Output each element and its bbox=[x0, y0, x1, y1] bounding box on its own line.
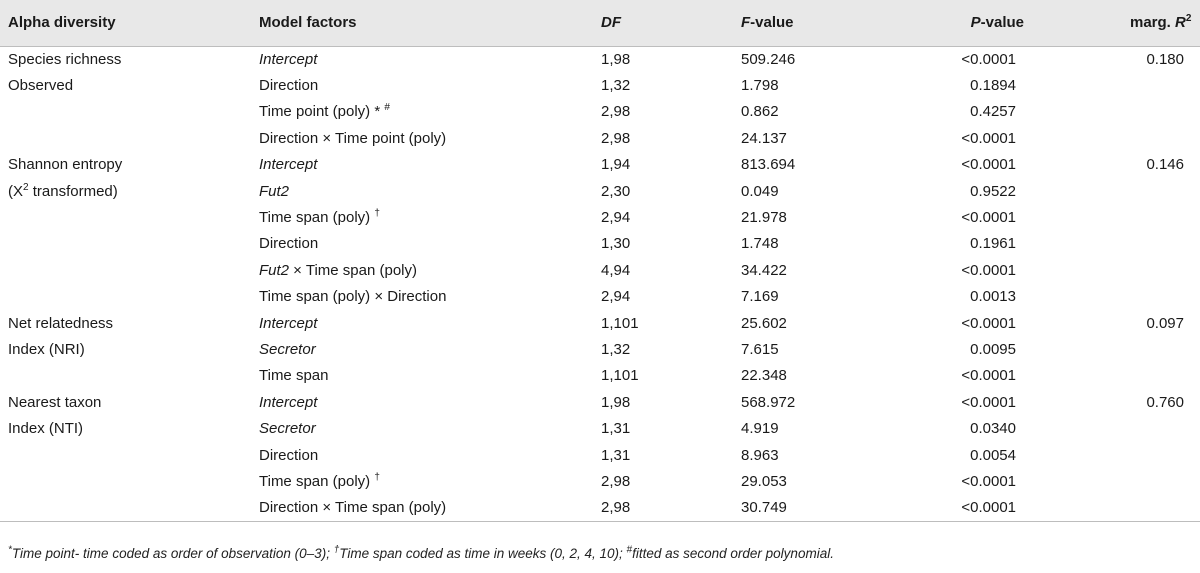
table-row bbox=[0, 72, 1200, 98]
alpha-cell: ($X^2$ transformed) bbox=[8, 181, 118, 200]
footnote-time-point: Time point- time coded as order of observation (0–3); bbox=[11, 546, 334, 561]
p-value-cell: <0.0001 bbox=[961, 261, 1016, 279]
p-value-cell: 0.0054 bbox=[970, 446, 1016, 464]
f-value-cell: 22.348 bbox=[741, 367, 787, 385]
df-cell: 1,32 bbox=[601, 340, 631, 358]
p-value-cell: 0.4257 bbox=[970, 103, 1016, 121]
df-cell: 1,31 bbox=[601, 446, 631, 464]
table-row bbox=[0, 125, 1200, 151]
header-alpha-diversity: Alpha diversity bbox=[0, 0, 251, 46]
footnote-time-span: Time span coded as time in weeks (0, 2, 4, 10); bbox=[339, 546, 627, 561]
alpha-cell bbox=[0, 284, 251, 310]
alpha-cell bbox=[0, 495, 251, 521]
factor-cell: Intercept bbox=[259, 393, 318, 411]
df-cell: 1,31 bbox=[601, 420, 631, 438]
alpha-cell: Shannon entropy bbox=[8, 156, 123, 174]
r2-cell: 0.180 bbox=[1146, 50, 1184, 68]
alpha-cell bbox=[0, 468, 251, 494]
df-cell: 1,30 bbox=[601, 235, 631, 253]
f-value-cell: 813.694 bbox=[741, 156, 796, 174]
df-cell: 2,94 bbox=[601, 209, 631, 227]
alpha-cell: Index (NRI) bbox=[8, 340, 85, 358]
alpha-cell: Index (NTI) bbox=[8, 420, 84, 438]
factor-cell: Fut2 bbox=[259, 182, 290, 200]
alpha-cell bbox=[0, 442, 251, 468]
alpha-cell bbox=[0, 231, 251, 257]
p-value-cell: <0.0001 bbox=[961, 156, 1016, 174]
f-value-cell: 1.748 bbox=[741, 235, 779, 253]
df-cell: 1,101 bbox=[601, 314, 639, 332]
p-value-cell: 0.0340 bbox=[970, 420, 1016, 438]
factor-cell: Direction bbox=[259, 446, 319, 464]
p-value-cell: 0.0013 bbox=[970, 288, 1016, 306]
p-value-cell: <0.0001 bbox=[961, 367, 1016, 385]
alpha-cell: Nearest taxon bbox=[8, 393, 102, 411]
r2-cell bbox=[1122, 257, 1200, 283]
p-value-cell: <0.0001 bbox=[961, 50, 1016, 68]
factor-cell: Time span (poly) † bbox=[259, 208, 380, 227]
r2-cell bbox=[1122, 99, 1200, 125]
header-f-value: F-value bbox=[733, 0, 920, 46]
r2-cell: 0.760 bbox=[1146, 393, 1184, 411]
table-row bbox=[0, 231, 1200, 257]
factor-cell: Fut2 × Time span (poly) bbox=[259, 261, 417, 279]
f-value-cell: 25.602 bbox=[741, 314, 787, 332]
footnote-polynomial: fitted as second order polynomial. bbox=[632, 546, 834, 561]
header-model-factors: Model factors bbox=[251, 0, 593, 46]
table-footnote bbox=[8, 546, 834, 561]
table-row bbox=[0, 442, 1200, 468]
df-cell: 4,94 bbox=[601, 261, 631, 279]
alpha-cell: Net relatedness bbox=[8, 314, 114, 332]
factor-cell: Time point (poly) * # bbox=[259, 102, 390, 121]
header-p-value: P-value bbox=[920, 0, 1122, 46]
alpha-cell bbox=[0, 125, 251, 151]
f-value-cell: 34.422 bbox=[741, 261, 787, 279]
table-row bbox=[0, 468, 1200, 494]
df-cell: 2,98 bbox=[601, 129, 631, 147]
table-row bbox=[0, 284, 1200, 310]
r2-cell bbox=[1122, 363, 1200, 389]
df-cell: 1,94 bbox=[601, 156, 631, 174]
footnote-hash: # bbox=[626, 544, 633, 556]
factor-cell: Intercept bbox=[259, 50, 318, 68]
r2-cell bbox=[1122, 415, 1200, 441]
factor-cell: Direction × Time span (poly) bbox=[251, 495, 593, 521]
f-value-cell: 4.919 bbox=[741, 420, 779, 438]
r2-cell bbox=[1122, 495, 1200, 521]
factor-cell: Direction bbox=[259, 235, 319, 253]
r2-cell bbox=[1122, 72, 1200, 98]
f-value-cell: 1.798 bbox=[741, 77, 779, 95]
f-value-cell: 0.862 bbox=[741, 103, 779, 121]
header-marg-r2: marg. $R^2$ bbox=[1122, 0, 1200, 46]
table-row bbox=[0, 310, 1200, 336]
footnote-dagger: † bbox=[333, 544, 340, 556]
alpha-cell bbox=[0, 204, 251, 230]
f-value-cell: 509.246 bbox=[741, 50, 796, 68]
f-value-cell: 7.169 bbox=[741, 288, 779, 306]
df-cell: 1,98 bbox=[601, 50, 631, 68]
df-cell: 2,98 bbox=[601, 472, 631, 490]
r2-cell bbox=[1122, 442, 1200, 468]
p-value-cell: <0.0001 bbox=[961, 393, 1016, 411]
p-value-cell: <0.0001 bbox=[961, 209, 1016, 227]
table-row bbox=[0, 152, 1200, 178]
f-value-cell: 8.963 bbox=[741, 446, 779, 464]
alpha-cell: Observed bbox=[8, 77, 74, 95]
f-value-cell: 7.615 bbox=[741, 340, 779, 358]
df-cell: 1,101 bbox=[601, 367, 639, 385]
factor-cell: Time span bbox=[259, 367, 329, 385]
df-cell: 2,98 bbox=[593, 495, 733, 521]
r2-cell bbox=[1122, 204, 1200, 230]
df-cell: 2,94 bbox=[601, 288, 631, 306]
table-row bbox=[0, 363, 1200, 389]
factor-cell: Intercept bbox=[259, 156, 318, 174]
table-row bbox=[0, 99, 1200, 125]
r2-cell bbox=[1122, 284, 1200, 310]
p-value-cell: <0.0001 bbox=[961, 472, 1016, 490]
f-value-cell: 30.749 bbox=[733, 495, 920, 521]
table-body bbox=[0, 46, 1200, 521]
table-row bbox=[0, 389, 1200, 415]
p-value-cell: 0.1961 bbox=[970, 235, 1016, 253]
df-cell: 1,98 bbox=[601, 393, 631, 411]
r2-cell: 0.146 bbox=[1146, 156, 1184, 174]
table-row bbox=[0, 415, 1200, 441]
f-value-cell: 568.972 bbox=[741, 393, 796, 411]
table-header-row bbox=[0, 0, 1200, 46]
p-value-cell: <0.0001 bbox=[961, 129, 1016, 147]
f-value-cell: 24.137 bbox=[741, 129, 787, 147]
alpha-cell bbox=[0, 363, 251, 389]
table-row bbox=[0, 178, 1200, 204]
r2-cell bbox=[1122, 231, 1200, 257]
p-value-cell: 0.9522 bbox=[970, 182, 1016, 200]
alpha-cell bbox=[0, 99, 251, 125]
r2-cell bbox=[1122, 125, 1200, 151]
header-df: DF bbox=[593, 0, 733, 46]
p-value-cell: <0.0001 bbox=[961, 314, 1016, 332]
f-value-cell: 21.978 bbox=[741, 209, 787, 227]
factor-cell: Direction bbox=[259, 77, 319, 95]
factor-cell: Intercept bbox=[259, 314, 318, 332]
table-row bbox=[0, 257, 1200, 283]
factor-cell: Secretor bbox=[259, 340, 316, 358]
table-row bbox=[0, 204, 1200, 230]
table-row bbox=[0, 336, 1200, 362]
df-cell: 2,30 bbox=[601, 182, 631, 200]
r2-cell: 0.097 bbox=[1146, 314, 1184, 332]
footnote-star: * bbox=[8, 544, 12, 556]
factor-cell: Direction × Time point (poly) bbox=[259, 129, 447, 147]
factor-cell: Time span (poly) † bbox=[259, 471, 380, 490]
r2-cell bbox=[1122, 336, 1200, 362]
df-cell: 2,98 bbox=[601, 103, 631, 121]
alpha-cell bbox=[0, 257, 251, 283]
p-value-cell: <0.0001 bbox=[920, 495, 1122, 521]
f-value-cell: 0.049 bbox=[741, 182, 779, 200]
factor-cell: Time span (poly) × Direction bbox=[259, 288, 447, 306]
table-row bbox=[0, 46, 1200, 72]
table-row bbox=[0, 495, 1200, 521]
alpha-cell: Species richness bbox=[8, 50, 122, 68]
r2-cell bbox=[1122, 468, 1200, 494]
f-value-cell: 29.053 bbox=[741, 472, 787, 490]
r2-cell bbox=[1122, 178, 1200, 204]
p-value-cell: 0.1894 bbox=[970, 77, 1016, 95]
df-cell: 1,32 bbox=[601, 77, 631, 95]
p-value-cell: 0.0095 bbox=[970, 340, 1016, 358]
factor-cell: Secretor bbox=[259, 420, 316, 438]
